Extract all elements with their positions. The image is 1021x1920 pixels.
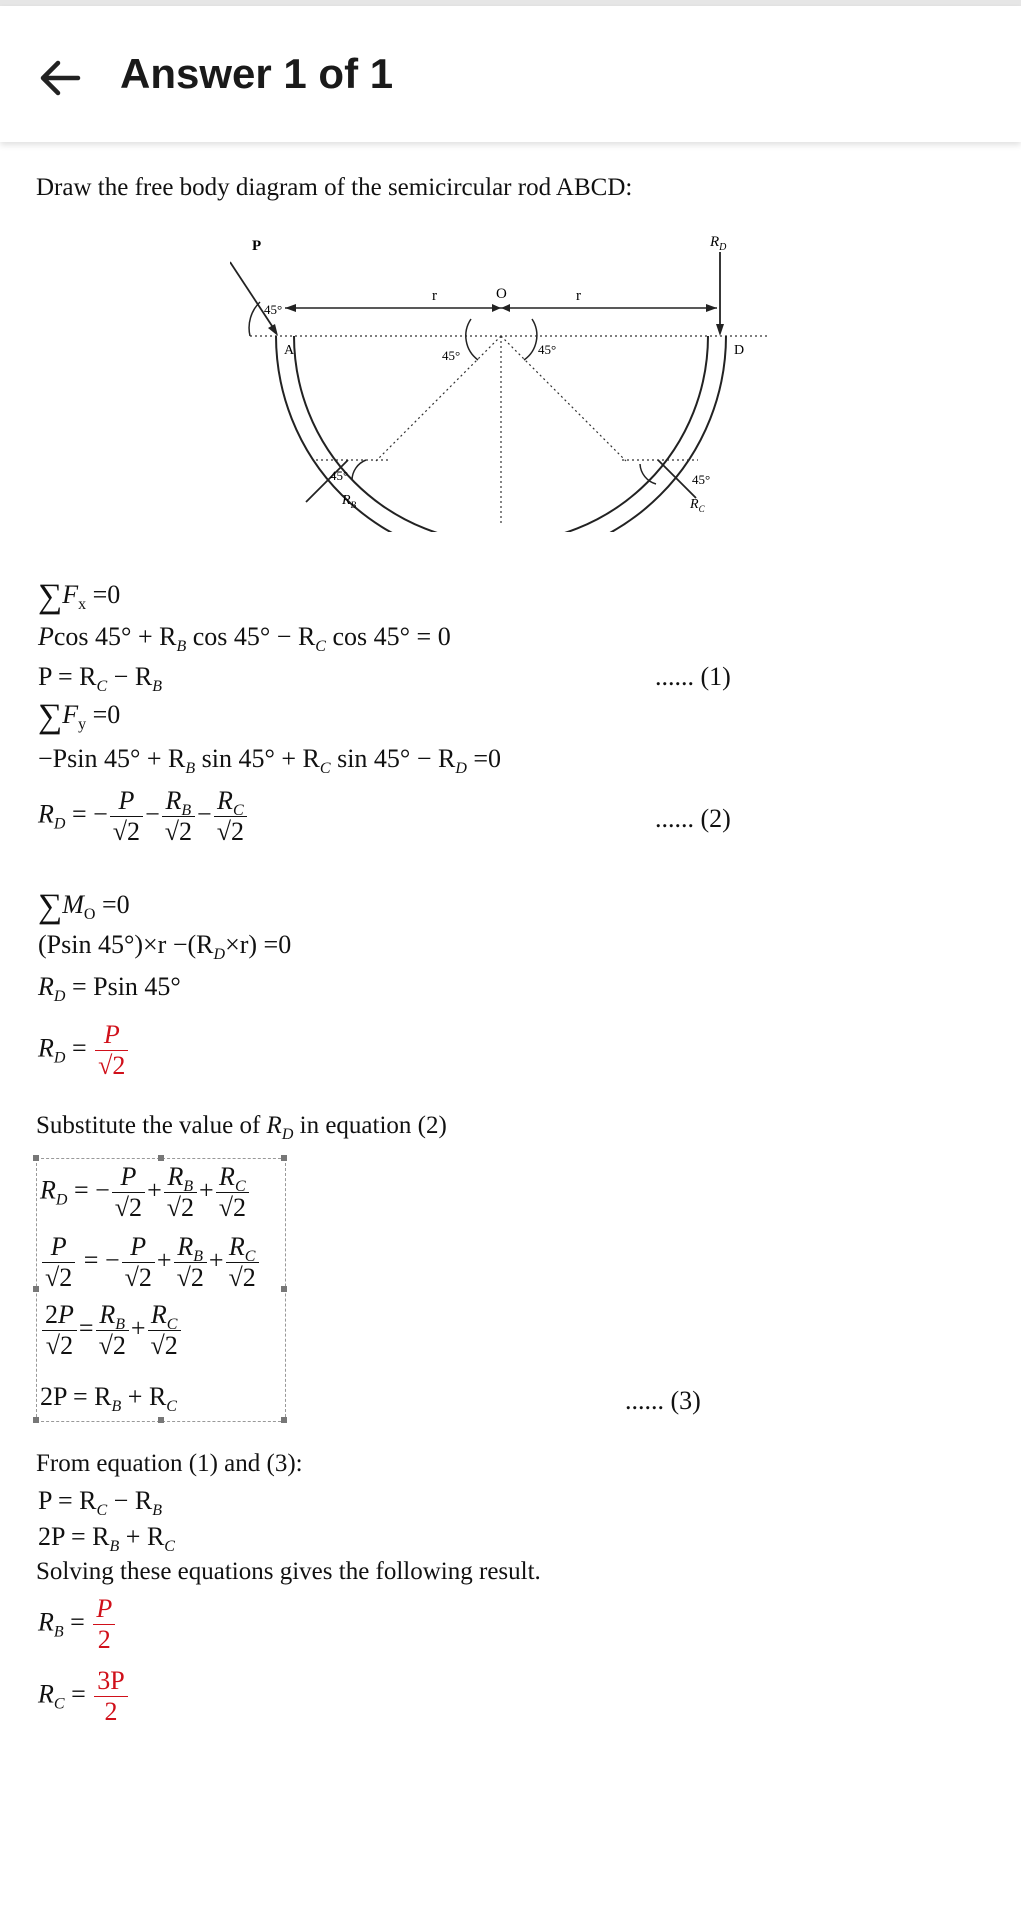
rd-psin-equation: $R_D = Psin$ 45° — [38, 972, 181, 1005]
label-rc: $R_C$ — [690, 497, 705, 514]
page-title: Answer 1 of 1 — [120, 50, 394, 97]
two-p-equation-repeat: $2P = R_B + R_C$ — [38, 1522, 175, 1555]
label-rb: $R_B$ — [342, 493, 357, 510]
free-body-diagram — [230, 232, 770, 532]
label-o: O — [496, 286, 507, 302]
rd-equation-2: $R_D$ = − $\frac{P}{√2}$ − $\frac{R_B}{√2}$ − $\frac{R_C}{√2}$ — [38, 786, 249, 847]
label-r-right: r — [576, 288, 581, 304]
radius-to-c — [501, 336, 626, 461]
substituted-rd-equation: $R_D$ = − $\frac{P}{√2}$ + $\frac{R_B}{√2}$ + $\frac{R_C}{√2}$ — [40, 1162, 251, 1223]
two-p-over-root2-equation: $\frac{2P}{√2}$ = $\frac{R_B}{√2}$ + $\frac{R_C}{√2}$ — [40, 1300, 183, 1361]
label-r-left: r — [432, 288, 437, 304]
fx-expanded-equation: Pcos $45^\circ + R_B$ $\cos 45^\circ - R_C$ cos 45° = 0 — [38, 622, 451, 655]
sum-mo-equation: $\sum M_O =0$ — [38, 888, 130, 925]
label-d: D — [734, 343, 745, 358]
rd-result-equation: $R_D$ = $\frac{P}{√2}$ — [38, 1020, 130, 1081]
from-equation-text: From equation (1) and (3): — [36, 1450, 303, 1477]
fy-expanded-equation: −Psin $45^\circ + R_B$ $\sin 45^\circ + R_C$ $\sin 45^\circ - R_D =0$ — [38, 744, 502, 777]
rb-result-equation: $R_B$ = $\frac{P}{2}$ — [38, 1594, 117, 1655]
p-equation-1: $P = R_C - R_B$ — [38, 662, 162, 695]
moment-equation: (Psin $45^\circ)\times r -(R_D\times r) =0$ — [38, 930, 292, 963]
label-angle-c: 45° — [692, 472, 711, 487]
equation-number-1: ...... (1) — [655, 662, 731, 691]
force-p-arrow — [230, 262, 276, 332]
rc-result-equation: $R_C$ = $\frac{3P}{2}$ — [38, 1666, 130, 1727]
sum-fy-equation: $\sum F_y =0$ — [38, 698, 121, 735]
radius-to-b — [376, 336, 501, 461]
label-rd: $R_D$ — [710, 234, 727, 253]
equation-number-2: ...... (2) — [655, 804, 731, 833]
p-over-root2-equation: $\frac{P}{√2}$ = − $\frac{P}{√2}$ + $\frac{R_B}{√2}$ + $\frac{R_C}{√2}$ — [40, 1232, 261, 1293]
equation-number-3: ...... (3) — [625, 1386, 701, 1415]
intro-text: Draw the free body diagram of the semicircular rod ABCD: — [36, 174, 633, 201]
arrow-left-icon — [34, 52, 86, 104]
back-button[interactable] — [34, 52, 86, 104]
two-p-equation-3: $2P = R_B + R_C$ — [40, 1382, 177, 1415]
label-a: A — [284, 343, 295, 358]
substitute-text: Substitute the value of $R_D$ in equation (2) — [36, 1112, 447, 1143]
label-p: P — [252, 238, 262, 254]
solving-text: Solving these equations gives the following result. — [36, 1558, 541, 1585]
p-equation-repeat: $P = R_C - R_B$ — [38, 1486, 162, 1519]
label-angle-right: 45° — [538, 342, 557, 357]
label-angle-left: 45° — [442, 348, 461, 363]
app-header — [0, 6, 1021, 142]
label-angle-b: 45° — [330, 468, 349, 483]
sum-fx-equation: $\sum F_x =0$ — [38, 578, 121, 615]
label-angle-p: 45° — [264, 302, 283, 317]
